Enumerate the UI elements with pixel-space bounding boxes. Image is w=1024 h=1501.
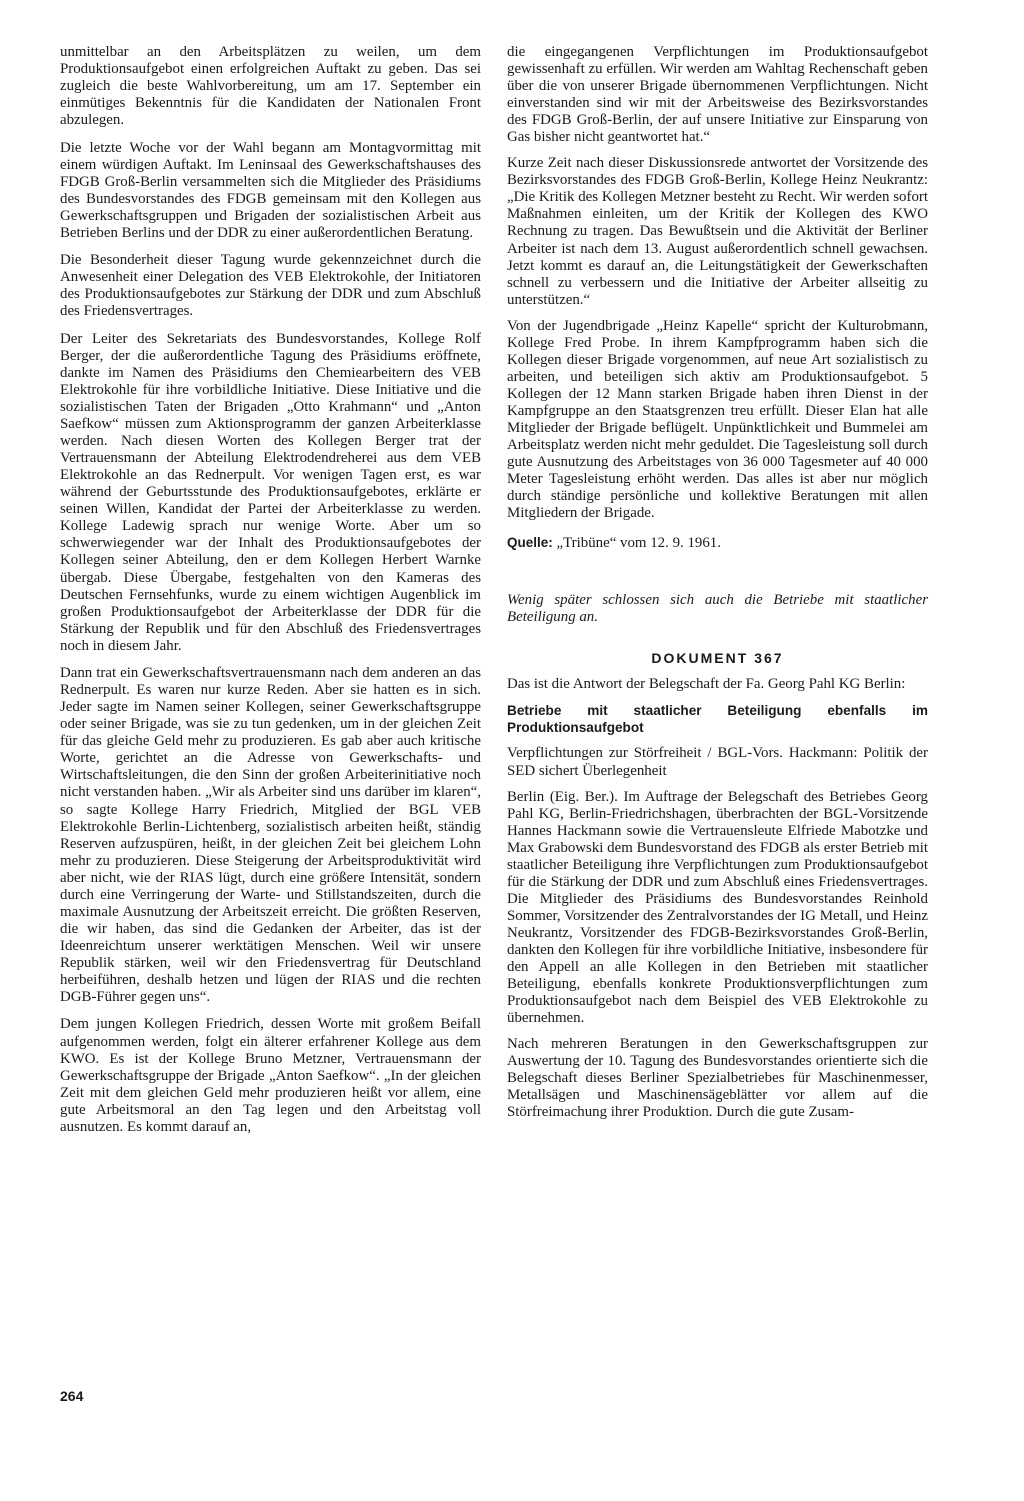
source-label: Quelle: — [507, 535, 553, 551]
body-paragraph: Die letzte Woche vor der Wahl begann am Montagvormittag mit einem würdigen Auftakt. Im Leninsaal des Gewerkschaftshauses des FDGB Groß-Berlin versammelten sich die Mitglieder des Präsidiums des Bundesvorstandes des FDGB gemeinsam mit den Kollegen aus Gewerkschaftsgruppen und Brigaden der sozialistischen Arbeit aus Betrieben Berlins und der DDR zu einer außerordentlichen Beratung. — [60, 139, 481, 241]
editorial-note: Wenig später schlossen sich auch die Betriebe mit staatlicher Beteiligung an. — [507, 592, 928, 626]
body-paragraph: Von der Jugendbrigade „Heinz Kapelle“ spricht der Kulturobmann, Kollege Fred Probe. In ihrem Kampfprogramm haben sich die Kollegen dieser Brigade vorgenommen, auf neue Art sozialistisch zu arbeiten, und beteiligen sich aktiv am Produktionsaufgebot. 5 Kollegen der 12 Mann starken Brigade haben ihren Dienst in der Kampfgruppe an den Staatsgrenzen treu erfüllt. Dieser Elan hat alle Mitglieder der Brigade beflügelt. Unpünktlichkeit und Bummelei am Arbeitsplatz werden nicht mehr geduldet. Die Tagesleistung soll durch gute Ausnutzung des Arbeitstages von 36 000 Tagesmeter auf 40 000 Meter Tagesleistung erhöht werden. Das alles ist aber nur möglich durch ständige persönliche und kollektive Beratungen mit allen Mitgliedern der Brigade. — [507, 317, 928, 522]
source-text: „Tribüne“ vom 12. 9. 1961. — [552, 535, 721, 552]
article-paragraph: Nach mehreren Beratungen in den Gewerkschaftsgruppen zur Auswertung der 10. Tagung des Bundesvorstandes orientierte sich die Belegschaft dieses Berliner Spezialbetriebes für Maschinenmesser, Metallsägen und Maschinensägeblätter vor allem auf die Störfreimachung ihrer Produktion. Durch die gute Zusam- — [507, 1036, 928, 1121]
article-paragraph: Berlin (Eig. Ber.). Im Auftrage der Belegschaft des Betriebes Georg Pahl KG, Berlin-Friedrichshagen, überbrachten der BGL-Vorsitzende Hannes Hackmann sowie die Vertrauensleute Elfriede Mabotzke und Max Grabowski dem Bundesvorstand des FDGB als erster Betrieb mit staatlicher Beteiligung ihre Verpflichtungen zum Produktionsaufgebot für die Stärkung der DDR und zum Abschluß eines Friedensvertrages. Die Mitglieder des Präsidiums des Bundesvorstandes Reinhold Sommer, Vorsitzender des Zentralvorstandes der IG Metall, und Heinz Neukrantz, Vorsitzender des FDGB-Bezirksvorstandes Groß-Berlin, dankten den Kollegen für ihre vorbildliche Initiative, insbesondere für den Appell an alle Kollegen in den Betrieben mit staatlicher Beteiligung, ebenfalls konkrete Produktionsverpflichtungen zum Produktionsaufgebot nach dem Beispiel des VEB Elektrokohle zu übernehmen. — [507, 788, 928, 1027]
body-paragraph: die eingegangenen Verpflichtungen im Produktionsaufgebot gewissenhaft zu erfüllen. Wir werden am Wahltag Rechenschaft geben über die von unserer Brigade übernommenen Verpflichtungen. Nicht einverstanden sind wir mit der Arbeitsweise des Bezirksvorstandes des FDGB Groß-Berlin, der auf unsere Initiative zur Einsparung von Gas bisher nicht geantwortet hat.“ — [507, 44, 928, 146]
article-subheadline: Verpflichtungen zur Störfreiheit / BGL-Vors. Hackmann: Politik der SED sichert Überlegenheit — [507, 745, 928, 779]
body-paragraph: Der Leiter des Sekretariats des Bundesvorstandes, Kollege Rolf Berger, der die außerordentliche Tagung des Präsidiums eröffnete, dankte im Namen des Präsidiums den Chemiearbeitern des VEB Elektrokohle für ihre vorbildliche Initiative. Diese Initiative und die sozialistischen Taten der Brigaden „Otto Krahmann“ und „Anton Saefkow“ müssen zum Aktionsprogramm der ganzen Arbeiterklasse werden. Nach diesen Worten des Kollegen Berger trat der Vertrauensmann der Abteilung Elektrodendreherei aus dem VEB Elektrokohle an das Rednerpult. Vor wenigen Tagen erst, es war während der Geburtsstunde des Produktionsaufgebotes, erklärte er seinen Willen, Kandidat der Partei der Arbeiterklasse zu werden. Kollege Ladewig sprach nur wenige Worte. Aber um so schwerwiegender war der Inhalt des Produktionsaufgebotes der Kollegen seiner Abteilung, den er dem Kollegen Herbert Warnke übergab. Diese Übergabe, festgehalten von den Kameras des Deutschen Fernsehfunks, wurde zu einem wichtigen Augenblick im großen Produktionsaufgebot der Arbeiterklasse der DDR für die Stärkung der Republik und für den Abschluß des Friedensvertrages noch in diesem Jahr. — [60, 330, 481, 654]
document-heading: DOKUMENT 367 — [651, 650, 784, 667]
body-paragraph: unmittelbar an den Arbeitsplätzen zu weilen, um dem Produktionsaufgebot einen erfolgreichen Auftakt zu geben. Das sei zugleich die beste Wahlvorbereitung, um am 17. September ein einmütiges Bekenntnis für die Kandidaten der Nationalen Front abzulegen. — [60, 44, 481, 129]
body-paragraph: Dann trat ein Gewerkschaftsvertrauensmann nach dem anderen an das Rednerpult. Es waren nur kurze Reden. Aber sie hatten es in sich. Jeder sagte im Namen seiner Kollegen, seiner Gewerkschaftsgruppe oder seiner Brigade, was sie zu tun gedenken, um in der gleichen Zeit für das gleiche Geld mehr zu produzieren. Es gab aber auch kritische Worte, gerichtet an die Adresse von Gewerkschafts- und Wirtschaftsleitungen, die den Sinn der großen Arbeiterinitiative noch nicht verstanden haben. „Wir als Arbeiter sind uns darüber im klaren“, so sagte Kollege Harry Friedrich, Mitglied der BGL VEB Elektrokohle Berlin-Lichtenberg, sozialistisch arbeiten heißt, ständig Reserven aufzuspüren, heißt, in der gleichen Zeit bei gleichem Lohn mehr zu produzieren. Diese Steigerung der Arbeitsproduktivität wird aber nicht, wie der RIAS lügt, durch eine größere Intensität, sondern durch eine Verringerung der Warte- und Stillstandszeiten, durch die maximale Ausnutzung der Arbeitszeit erreicht. Die größten Reserven, die wir haben, das sind die Gedanken der Arbeiter, das ist der Ideenreichtum unserer werktätigen Menschen. Weil wir unsere Republik stärken, weil wir den Friedensvertrag für Deutschland herbeiführen, deshalb hetzen und lügen der RIAS und die rechten DGB-Führer gegen uns“. — [60, 665, 481, 1006]
left-column — [60, 44, 481, 1146]
body-paragraph: Die Besonderheit dieser Tagung wurde gekennzeichnet durch die Anwesenheit einer Delegation des VEB Elektrokohle, der Initiatoren des Produktionsaufgebotes zur Stärkung der DDR und zum Abschluß des Friedensvertrages. — [60, 252, 481, 320]
body-paragraph: Dem jungen Kollegen Friedrich, dessen Worte mit großem Beifall aufgenommen werden, folgt ein älterer erfahrener Kollege aus dem KWO. Es ist der Kollege Bruno Metzner, Vertrauensmann der Gewerkschaftsgruppe der Brigade „Anton Saefkow“. „In der gleichen Zeit mit dem gleichen Geld mehr produzieren heißt vor allem, eine gute Arbeitsmoral an den Tag legen und den Arbeitstag voll ausnutzen. Es kommt darauf an, — [60, 1016, 481, 1135]
body-paragraph: Kurze Zeit nach dieser Diskussionsrede antwortet der Vorsitzende des Bezirksvorstandes des FDGB Groß-Berlin, Kollege Heinz Neukrantz: „Die Kritik des Kollegen Metzner besteht zu Recht. Wir werden sofort Maßnahmen einleiten, um der Kritik der Kollegen des KWO Rechnung zu tragen. Das Bewußtsein und die Aktivität der Berliner Arbeiter ist nach dem 13. August außerordentlich schnell gewachsen. Jetzt kommt es darauf an, die Leitungstätigkeit der Gewerkschaften schnell zu verbessern und die Initiative der Arbeiter allseitig zu unterstützen.“ — [507, 155, 928, 308]
page-number: 264 — [60, 1388, 84, 1404]
document-lead: Das ist die Antwort der Belegschaft der Fa. Georg Pahl KG Berlin: — [507, 676, 906, 693]
article-headline: Betriebe mit staatlicher Beteiligung ebenfalls im Produktionsaufgebot — [507, 703, 928, 736]
source-citation — [507, 534, 928, 552]
right-column — [507, 44, 928, 1130]
